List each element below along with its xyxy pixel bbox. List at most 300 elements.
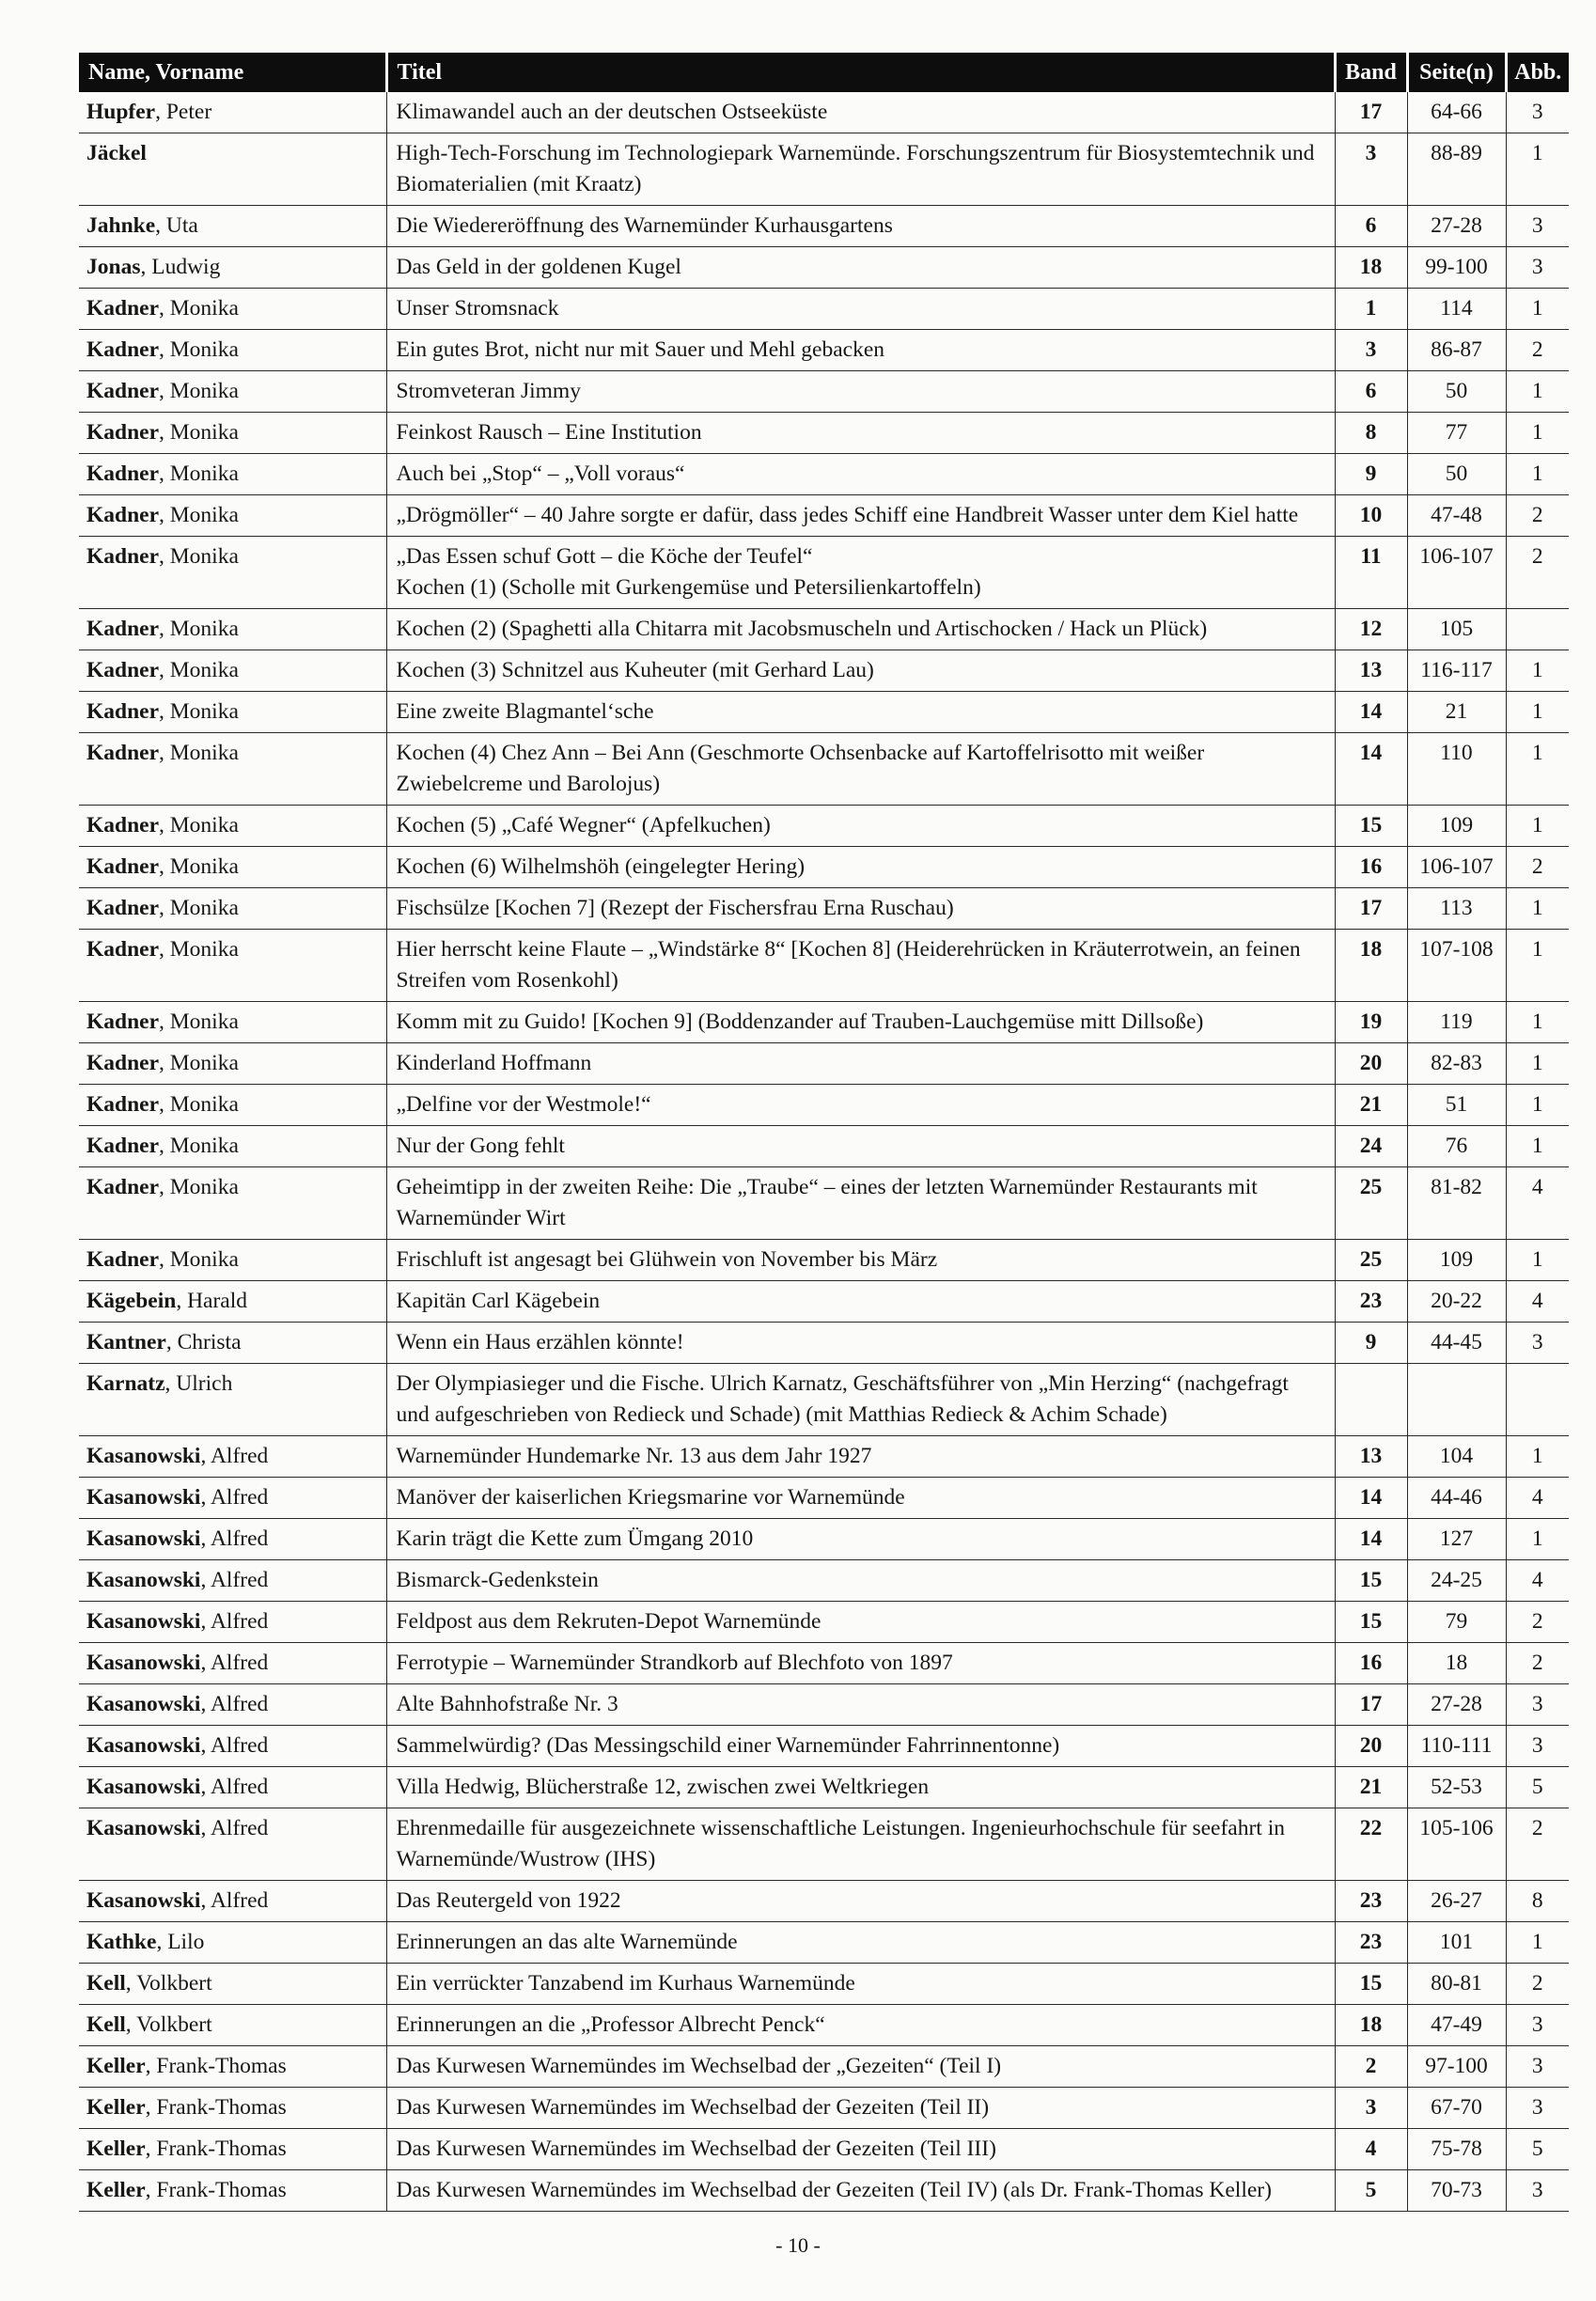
author-cell [79,1643,386,1684]
author-surname: Kadner [86,658,160,682]
figure-count: 1 [1506,692,1569,733]
author-given-name: Alfred [210,1568,269,1592]
band-number: 8 [1335,413,1407,454]
name-separator: , [145,2137,157,2161]
author-cell [79,1478,386,1519]
table-row [79,206,1569,247]
table-row [79,1922,1569,1964]
page-range: 44-45 [1407,1323,1506,1364]
table-row [79,1126,1569,1167]
figure-count: 2 [1506,495,1569,537]
author-given-name: Monika [169,699,239,724]
author-surname: Kadner [86,854,160,879]
figure-count: 4 [1506,1167,1569,1240]
header-seite: Seite(n) [1407,53,1506,92]
name-separator: , [200,1816,211,1840]
figure-count: 1 [1506,806,1569,847]
figure-count: 8 [1506,1881,1569,1922]
band-number: 3 [1335,133,1407,206]
band-number: 14 [1335,733,1407,806]
band-number: 20 [1335,1043,1407,1085]
page-range: 99-100 [1407,247,1506,289]
article-title: Auch bei „Stop“ – „Voll voraus“ [386,454,1335,495]
page-range: 24-25 [1407,1560,1506,1602]
author-surname: Jäckel [86,141,147,165]
figure-count: 2 [1506,1964,1569,2005]
author-cell [79,1519,386,1560]
band-number: 9 [1335,454,1407,495]
author-given-name: Monika [169,1051,239,1075]
band-number: 23 [1335,1922,1407,1964]
author-surname: Kadner [86,1092,160,1117]
author-surname: Kadner [86,1051,160,1075]
author-cell [79,289,386,330]
table-row [79,1323,1569,1364]
band-number: 21 [1335,1767,1407,1808]
table-row [79,1808,1569,1881]
header-abb: Abb. [1506,53,1569,92]
author-surname: Kantner [86,1330,166,1354]
author-surname: Jahnke [86,213,156,238]
band-number: 14 [1335,1478,1407,1519]
name-separator: , [200,1733,211,1758]
article-title: Alte Bahnhofstraße Nr. 3 [386,1684,1335,1726]
band-number: 23 [1335,1281,1407,1323]
page-range: 105 [1407,609,1506,650]
article-title: Kochen (4) Chez Ann – Bei Ann (Geschmorte Ochsenbacke auf Kartoffelrisotto mit weißer Zwiebelcreme und Barolojus) [386,733,1335,806]
author-cell [79,537,386,609]
table-row [79,495,1569,537]
author-given-name: Monika [169,854,239,879]
article-title: Erinnerungen an die „Professor Albrecht Penck“ [386,2005,1335,2046]
author-given-name: Monika [169,658,239,682]
article-title: Kochen (5) „Café Wegner“ (Apfelkuchen) [386,806,1335,847]
author-given-name: Monika [169,1247,239,1272]
band-number: 15 [1335,1964,1407,2005]
name-separator: , [140,255,152,279]
author-cell [79,930,386,1002]
band-number: 6 [1335,206,1407,247]
article-title: Komm mit zu Guido! [Kochen 9] (Boddenzander auf Trauben-Lauchgemüse mitt Dillsoße) [386,1002,1335,1043]
author-given-name: Frank-Thomas [156,2095,287,2120]
name-separator: , [200,1444,211,1468]
table-row [79,692,1569,733]
author-surname: Hupfer [86,100,156,124]
author-cell [79,650,386,692]
page-range: 79 [1407,1602,1506,1643]
page-range: 44-46 [1407,1478,1506,1519]
author-given-name: Alfred [210,1733,269,1758]
band-number: 11 [1335,537,1407,609]
author-cell [79,1126,386,1167]
table-row [79,330,1569,371]
author-surname: Kasanowski [86,1568,201,1592]
author-given-name: Volkbert [136,1971,212,1996]
author-surname: Karnatz [86,1371,165,1396]
band-number: 25 [1335,1240,1407,1281]
author-cell [79,92,386,133]
figure-count: 1 [1506,289,1569,330]
page-range: 110 [1407,733,1506,806]
article-title: Kochen (2) (Spaghetti alla Chitarra mit Jacobsmuscheln und Artischocken / Hack un Plück) [386,609,1335,650]
author-surname: Kasanowski [86,1444,201,1468]
article-title: Das Reutergeld von 1922 [386,1881,1335,1922]
figure-count: 1 [1506,1002,1569,1043]
table-row [79,1085,1569,1126]
page-range: 27-28 [1407,1684,1506,1726]
table-row [79,930,1569,1002]
author-surname: Kasanowski [86,1775,201,1799]
name-separator: , [159,1134,170,1158]
band-number: 25 [1335,1167,1407,1240]
header-title: Titel [386,53,1335,92]
table-row [79,1436,1569,1478]
page-range: 116-117 [1407,650,1506,692]
page-range: 106-107 [1407,847,1506,888]
author-given-name: Monika [169,462,239,486]
author-surname: Kasanowski [86,1651,201,1675]
figure-count [1506,609,1569,650]
author-given-name: Alfred [210,1692,269,1716]
page-range: 51 [1407,1085,1506,1126]
article-title: Fischsülze [Kochen 7] (Rezept der Fischersfrau Erna Ruschau) [386,888,1335,930]
author-surname: Kasanowski [86,1888,201,1913]
band-number: 15 [1335,1560,1407,1602]
page-range: 70-73 [1407,2170,1506,2212]
author-surname: Keller [86,2137,146,2161]
author-cell [79,1281,386,1323]
page-range [1407,1364,1506,1436]
table-row [79,1560,1569,1602]
author-cell [79,1043,386,1085]
article-title: Das Kurwesen Warnemündes im Wechselbad der Gezeiten (Teil II) [386,2088,1335,2129]
article-title: Das Kurwesen Warnemündes im Wechselbad der Gezeiten (Teil IV) (als Dr. Frank-Thomas Keller) [386,2170,1335,2212]
name-separator: , [145,2054,157,2078]
figure-count: 3 [1506,2088,1569,2129]
page-number: - 10 - [775,2233,821,2257]
article-title: High-Tech-Forschung im Technologiepark Warnemünde. Forschungszentrum für Biosystemtechnik und Biomaterialien (mit Kraatz) [386,133,1335,206]
figure-count: 3 [1506,1684,1569,1726]
author-given-name: Harald [187,1289,247,1313]
figure-count: 3 [1506,92,1569,133]
author-cell [79,847,386,888]
figure-count: 1 [1506,371,1569,413]
article-title: Ein gutes Brot, nicht nur mit Sauer und Mehl gebacken [386,330,1335,371]
author-cell [79,1964,386,2005]
author-surname: Kell [86,2012,126,2037]
author-given-name: Alfred [210,1609,269,1634]
name-separator: , [159,296,170,321]
author-surname: Kadner [86,503,160,527]
author-cell [79,1684,386,1726]
name-separator: , [159,1247,170,1272]
band-number: 17 [1335,888,1407,930]
article-title: Kapitän Carl Kägebein [386,1281,1335,1323]
page-range: 67-70 [1407,2088,1506,2129]
author-surname: Keller [86,2178,146,2202]
figure-count [1506,1364,1569,1436]
name-separator: , [159,741,170,765]
article-title: Erinnerungen an das alte Warnemünde [386,1922,1335,1964]
table-row [79,2005,1569,2046]
name-separator: , [159,699,170,724]
author-cell [79,1808,386,1881]
band-number: 18 [1335,930,1407,1002]
page-range: 21 [1407,692,1506,733]
article-title: Sammelwürdig? (Das Messingschild einer Warnemünder Fahrrinnentonne) [386,1726,1335,1767]
author-surname: Kasanowski [86,1485,201,1510]
author-surname: Kell [86,1971,126,1996]
band-number: 23 [1335,1881,1407,1922]
article-title: Feinkost Rausch – Eine Institution [386,413,1335,454]
author-surname: Kadner [86,896,160,920]
page-range: 47-48 [1407,495,1506,537]
figure-count: 1 [1506,1519,1569,1560]
author-cell [79,1364,386,1436]
author-surname: Kadner [86,1134,160,1158]
author-surname: Kasanowski [86,1816,201,1840]
figure-count: 4 [1506,1560,1569,1602]
table-row [79,2170,1569,2212]
band-number: 18 [1335,2005,1407,2046]
author-index-table [79,53,1569,2212]
figure-count: 3 [1506,206,1569,247]
figure-count: 5 [1506,2129,1569,2170]
figure-count: 1 [1506,133,1569,206]
name-separator: , [159,1051,170,1075]
name-separator: , [159,420,170,445]
name-separator: , [145,2095,157,2120]
name-separator: , [159,379,170,403]
band-number: 1 [1335,289,1407,330]
page-range: 82-83 [1407,1043,1506,1085]
band-number: 15 [1335,806,1407,847]
article-title: Karin trägt die Kette zum Ümgang 2010 [386,1519,1335,1560]
article-title: Villa Hedwig, Blücherstraße 12, zwischen zwei Weltkriegen [386,1767,1335,1808]
table-row [79,92,1569,133]
figure-count: 2 [1506,1808,1569,1881]
figure-count: 3 [1506,247,1569,289]
figure-count: 4 [1506,1281,1569,1323]
name-separator: , [159,937,170,962]
table-row [79,2088,1569,2129]
table-row [79,413,1569,454]
name-separator: , [200,1888,211,1913]
author-cell [79,1085,386,1126]
author-surname: Kägebein [86,1289,177,1313]
author-cell [79,206,386,247]
author-surname: Kadner [86,379,160,403]
author-surname: Kadner [86,1247,160,1272]
author-given-name: Frank-Thomas [156,2137,287,2161]
band-number: 15 [1335,1602,1407,1643]
author-given-name: Frank-Thomas [156,2054,287,2078]
author-cell [79,413,386,454]
article-title: Ferrotypie – Warnemünder Strandkorb auf Blechfoto von 1897 [386,1643,1335,1684]
author-cell [79,609,386,650]
author-given-name: Monika [169,896,239,920]
band-number: 13 [1335,650,1407,692]
band-number: 16 [1335,1643,1407,1684]
page-range: 119 [1407,1002,1506,1043]
page-range: 110-111 [1407,1726,1506,1767]
page-range: 109 [1407,806,1506,847]
author-surname: Kasanowski [86,1733,201,1758]
author-cell [79,1767,386,1808]
name-separator: , [200,1609,211,1634]
author-cell [79,1922,386,1964]
author-given-name: Monika [169,544,239,569]
band-number: 2 [1335,2046,1407,2088]
author-cell [79,733,386,806]
article-title: Klimawandel auch an der deutschen Ostseeküste [386,92,1335,133]
page-range: 75-78 [1407,2129,1506,2170]
table-row [79,650,1569,692]
name-separator: , [159,854,170,879]
name-separator: , [159,617,170,641]
page-range: 50 [1407,371,1506,413]
author-surname: Kadner [86,544,160,569]
name-separator: , [159,462,170,486]
band-number: 17 [1335,1684,1407,1726]
author-given-name: Christa [177,1330,242,1354]
band-number: 13 [1335,1436,1407,1478]
figure-count: 2 [1506,330,1569,371]
article-title: „Das Essen schuf Gott – die Köche der Teufel“ Kochen (1) (Scholle mit Gurkengemüse und Petersilienkartoffeln) [386,537,1335,609]
author-surname: Kadner [86,1175,160,1199]
author-cell [79,888,386,930]
figure-count: 1 [1506,1436,1569,1478]
page-range: 26-27 [1407,1881,1506,1922]
author-given-name: Monika [169,741,239,765]
name-separator: , [145,2178,157,2202]
band-number: 18 [1335,247,1407,289]
band-number: 22 [1335,1808,1407,1881]
table-row [79,2129,1569,2170]
name-separator: , [159,1092,170,1117]
page-range: 76 [1407,1126,1506,1167]
page-range: 105-106 [1407,1808,1506,1881]
table-row [79,1519,1569,1560]
page-range: 18 [1407,1643,1506,1684]
article-title: Eine zweite Blagmantel‘sche [386,692,1335,733]
band-number: 6 [1335,371,1407,413]
author-given-name: Alfred [210,1526,269,1551]
author-given-name: Volkbert [136,2012,212,2037]
page-range: 88-89 [1407,133,1506,206]
band-number: 10 [1335,495,1407,537]
table-row [79,1881,1569,1922]
author-cell [79,133,386,206]
author-cell [79,1881,386,1922]
author-given-name: Ulrich [176,1371,233,1396]
author-cell [79,454,386,495]
band-number: 3 [1335,330,1407,371]
author-cell [79,692,386,733]
author-cell [79,371,386,413]
figure-count: 1 [1506,1922,1569,1964]
name-separator: , [159,658,170,682]
name-separator: , [200,1692,211,1716]
figure-count: 1 [1506,888,1569,930]
name-separator: , [155,100,166,124]
author-surname: Kadner [86,1010,160,1034]
page-range: 52-53 [1407,1767,1506,1808]
page-range: 127 [1407,1519,1506,1560]
table-row [79,1240,1569,1281]
article-title: Das Geld in der goldenen Kugel [386,247,1335,289]
author-cell [79,2170,386,2212]
band-number: 4 [1335,2129,1407,2170]
table-row [79,1767,1569,1808]
name-separator: , [200,1568,211,1592]
name-separator: , [200,1651,211,1675]
article-title: Hier herrscht keine Flaute – „Windstärke 8“ [Kochen 8] (Heiderehrücken in Kräuterrotwein, an feinen Streifen vom Rosenkohl) [386,930,1335,1002]
article-title: Geheimtipp in der zweiten Reihe: Die „Traube“ – eines der letzten Warnemünder Restaurants mit Warnemünder Wirt [386,1167,1335,1240]
page-range: 104 [1407,1436,1506,1478]
table-row [79,289,1569,330]
figure-count: 5 [1506,1767,1569,1808]
author-cell [79,1167,386,1240]
author-cell [79,806,386,847]
table-row [79,2046,1569,2088]
name-separator: , [200,1485,211,1510]
article-title: Kochen (6) Wilhelmshöh (eingelegter Hering) [386,847,1335,888]
figure-count: 2 [1506,1643,1569,1684]
name-separator: , [159,813,170,837]
name-separator: , [155,213,166,238]
figure-count: 1 [1506,1085,1569,1126]
figure-count: 1 [1506,650,1569,692]
table-body [79,92,1569,2212]
page-range: 86-87 [1407,330,1506,371]
page-range: 20-22 [1407,1281,1506,1323]
name-separator: , [159,1175,170,1199]
table-row [79,1684,1569,1726]
band-number [1335,1364,1407,1436]
author-cell [79,1002,386,1043]
author-surname: Kathke [86,1930,157,1954]
name-separator: , [159,544,170,569]
author-given-name: Monika [169,1092,239,1117]
author-given-name: Monika [169,1010,239,1034]
band-number: 17 [1335,92,1407,133]
figure-count: 1 [1506,1126,1569,1167]
article-title: Die Wiedereröffnung des Warnemünder Kurhausgartens [386,206,1335,247]
article-title: Ehrenmedaille für ausgezeichnete wissenschaftliche Leistungen. Ingenieurhochschule für seefahrt in Warnemünde/Wustrow (IHS) [386,1808,1335,1881]
figure-count: 1 [1506,930,1569,1002]
author-given-name: Uta [165,213,198,238]
author-cell [79,2005,386,2046]
table-row [79,1643,1569,1684]
author-cell [79,1436,386,1478]
article-title: Kochen (3) Schnitzel aus Kuheuter (mit Gerhard Lau) [386,650,1335,692]
header-name: Name, Vorname [79,53,386,92]
table-row [79,454,1569,495]
author-given-name: Monika [169,337,239,362]
author-given-name: Alfred [210,1444,269,1468]
table-row [79,888,1569,930]
article-title: Der Olympiasieger und die Fische. Ulrich Karnatz, Geschäftsführer von „Min Herzing“ (nachgefragt und aufgeschrieben von Redieck und Schade) (mit Matthias Redieck & Achim Schade) [386,1364,1335,1436]
author-given-name: Monika [169,420,239,445]
figure-count: 1 [1506,733,1569,806]
article-title: Das Kurwesen Warnemündes im Wechselbad der Gezeiten (Teil III) [386,2129,1335,2170]
article-title: Warnemünder Hundemarke Nr. 13 aus dem Jahr 1927 [386,1436,1335,1478]
author-given-name: Monika [169,813,239,837]
author-surname: Keller [86,2095,146,2120]
author-surname: Keller [86,2054,146,2078]
band-number: 14 [1335,692,1407,733]
